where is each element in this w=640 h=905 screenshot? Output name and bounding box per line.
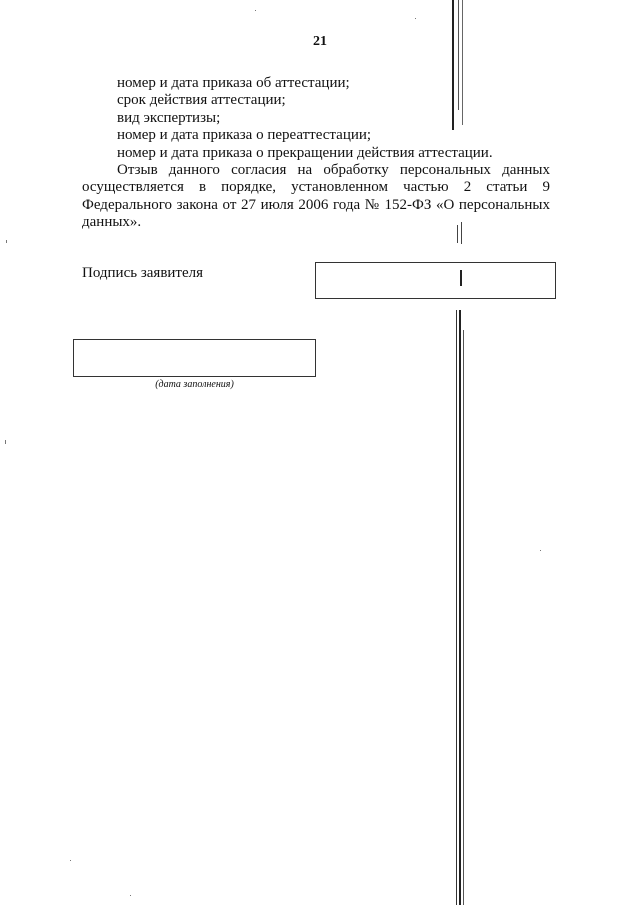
- scan-speck: [130, 895, 131, 896]
- date-caption: (дата заполнения): [155, 379, 234, 390]
- scan-speck: [6, 240, 7, 243]
- body-text: [82, 75, 550, 232]
- scan-speck: [70, 860, 71, 861]
- list-item: номер и дата приказа о прекращении действия аттестации.: [117, 144, 493, 161]
- signature-label: Подпись заявителя: [82, 265, 204, 281]
- page-number: 21: [313, 34, 327, 49]
- scan-fold-line: [463, 330, 464, 905]
- scan-fold-line: [459, 310, 461, 905]
- list-item: номер и дата приказа о переаттестации;: [117, 127, 372, 144]
- scan-speck: [415, 18, 416, 19]
- scan-fold-line: [456, 310, 457, 905]
- scan-speck: [5, 440, 6, 444]
- list-item: вид экспертизы;: [117, 109, 221, 126]
- scan-speck: [540, 550, 541, 551]
- scan-speck: [255, 10, 256, 11]
- consent-withdrawal-paragraph: Отзыв данного согласия на обработку персональных данных осуществляется в порядке, установленном частью 2 статьи 9 Федерального закона от 27 июля 2006 года № 152-ФЗ «О персональных данных».: [82, 162, 550, 231]
- signature-field[interactable]: [315, 262, 556, 299]
- list-item: номер и дата приказа об аттестации;: [117, 75, 350, 91]
- list-item: срок действия аттестации;: [117, 92, 286, 109]
- date-field[interactable]: [73, 339, 316, 377]
